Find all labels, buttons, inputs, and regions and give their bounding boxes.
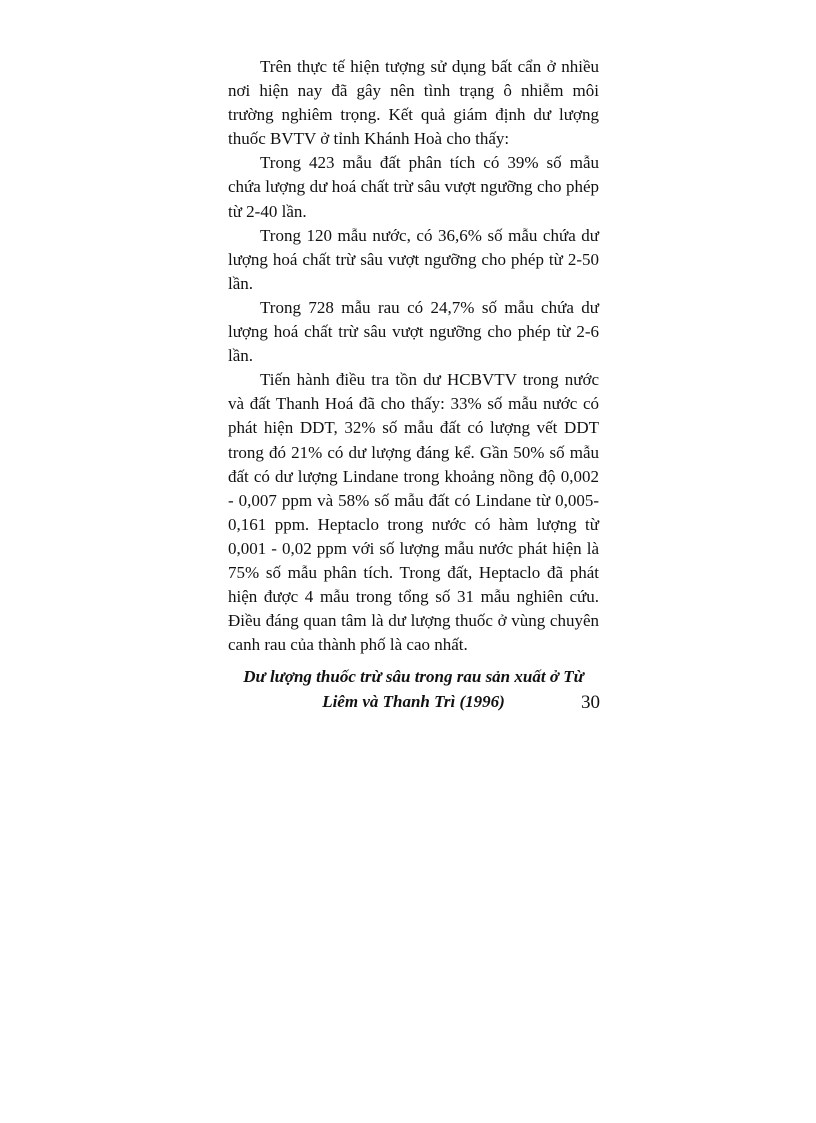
paragraph-water-samples: Trong 120 mẫu nước, có 36,6% số mẫu chứa dư lượng hoá chất trừ sâu vượt ngưỡng cho phép từ 2-50 lần. xyxy=(228,225,599,293)
paragraph-pollution-intro: Trên thực tế hiện tượng sử dụng bất cẩn ở nhiều nơi hiện nay đã gây nên tình trạng ô nhiễm môi trường nghiêm trọng. Kết quả giám định dư lượng thuốc BVTV ở tỉnh Khánh Hoà cho thấy: xyxy=(228,57,599,149)
paragraph-thanh-hoa-survey: Tiến hành điều tra tồn dư HCBVTV trong nước và đất Thanh Hoá đã cho thấy: 33% số mẫu nước có phát hiện DDT, 32% số mẫu đất có lượng vết DDT trong đó 21% có dư lượng đáng kể. Gần 50% số mẫu đất có dư lượng Lindane trong khoảng nồng độ 0,002 - 0,007 ppm và 58% số mẫu đất có Lindane từ 0,005-0,161 ppm. Heptaclo trong nước có hàm lượng từ 0,001 - 0,02 ppm với số lượng mẫu nước phát hiện là 75% số mẫu phân tích. Trong đất, Heptaclo đã phát hiện được 4 mẫu trong tổng số 31 mẫu nghiên cứu. Điều đáng quan tâm là dư lượng thuốc ở vùng chuyên canh rau của thành phố là cao nhất. xyxy=(228,370,599,655)
caption-line-2: Liêm và Thanh Trì (1996) xyxy=(322,691,505,711)
table-caption xyxy=(228,665,599,714)
document-body xyxy=(228,55,599,714)
paragraph-soil-samples: Trong 423 mẫu đất phân tích có 39% số mẫu chứa lượng dư hoá chất trừ sâu vượt ngưỡng cho phép từ 2-40 lần. xyxy=(228,153,599,221)
paragraph-vegetable-samples: Trong 728 mẫu rau có 24,7% số mẫu chứa dư lượng hoá chất trừ sâu vượt ngưỡng cho phép từ 2-6 lần. xyxy=(228,297,599,366)
caption-line-1: Dư lượng thuốc trừ sâu trong rau sản xuất ở Từ xyxy=(243,667,584,687)
page-number: 30 xyxy=(581,692,600,713)
